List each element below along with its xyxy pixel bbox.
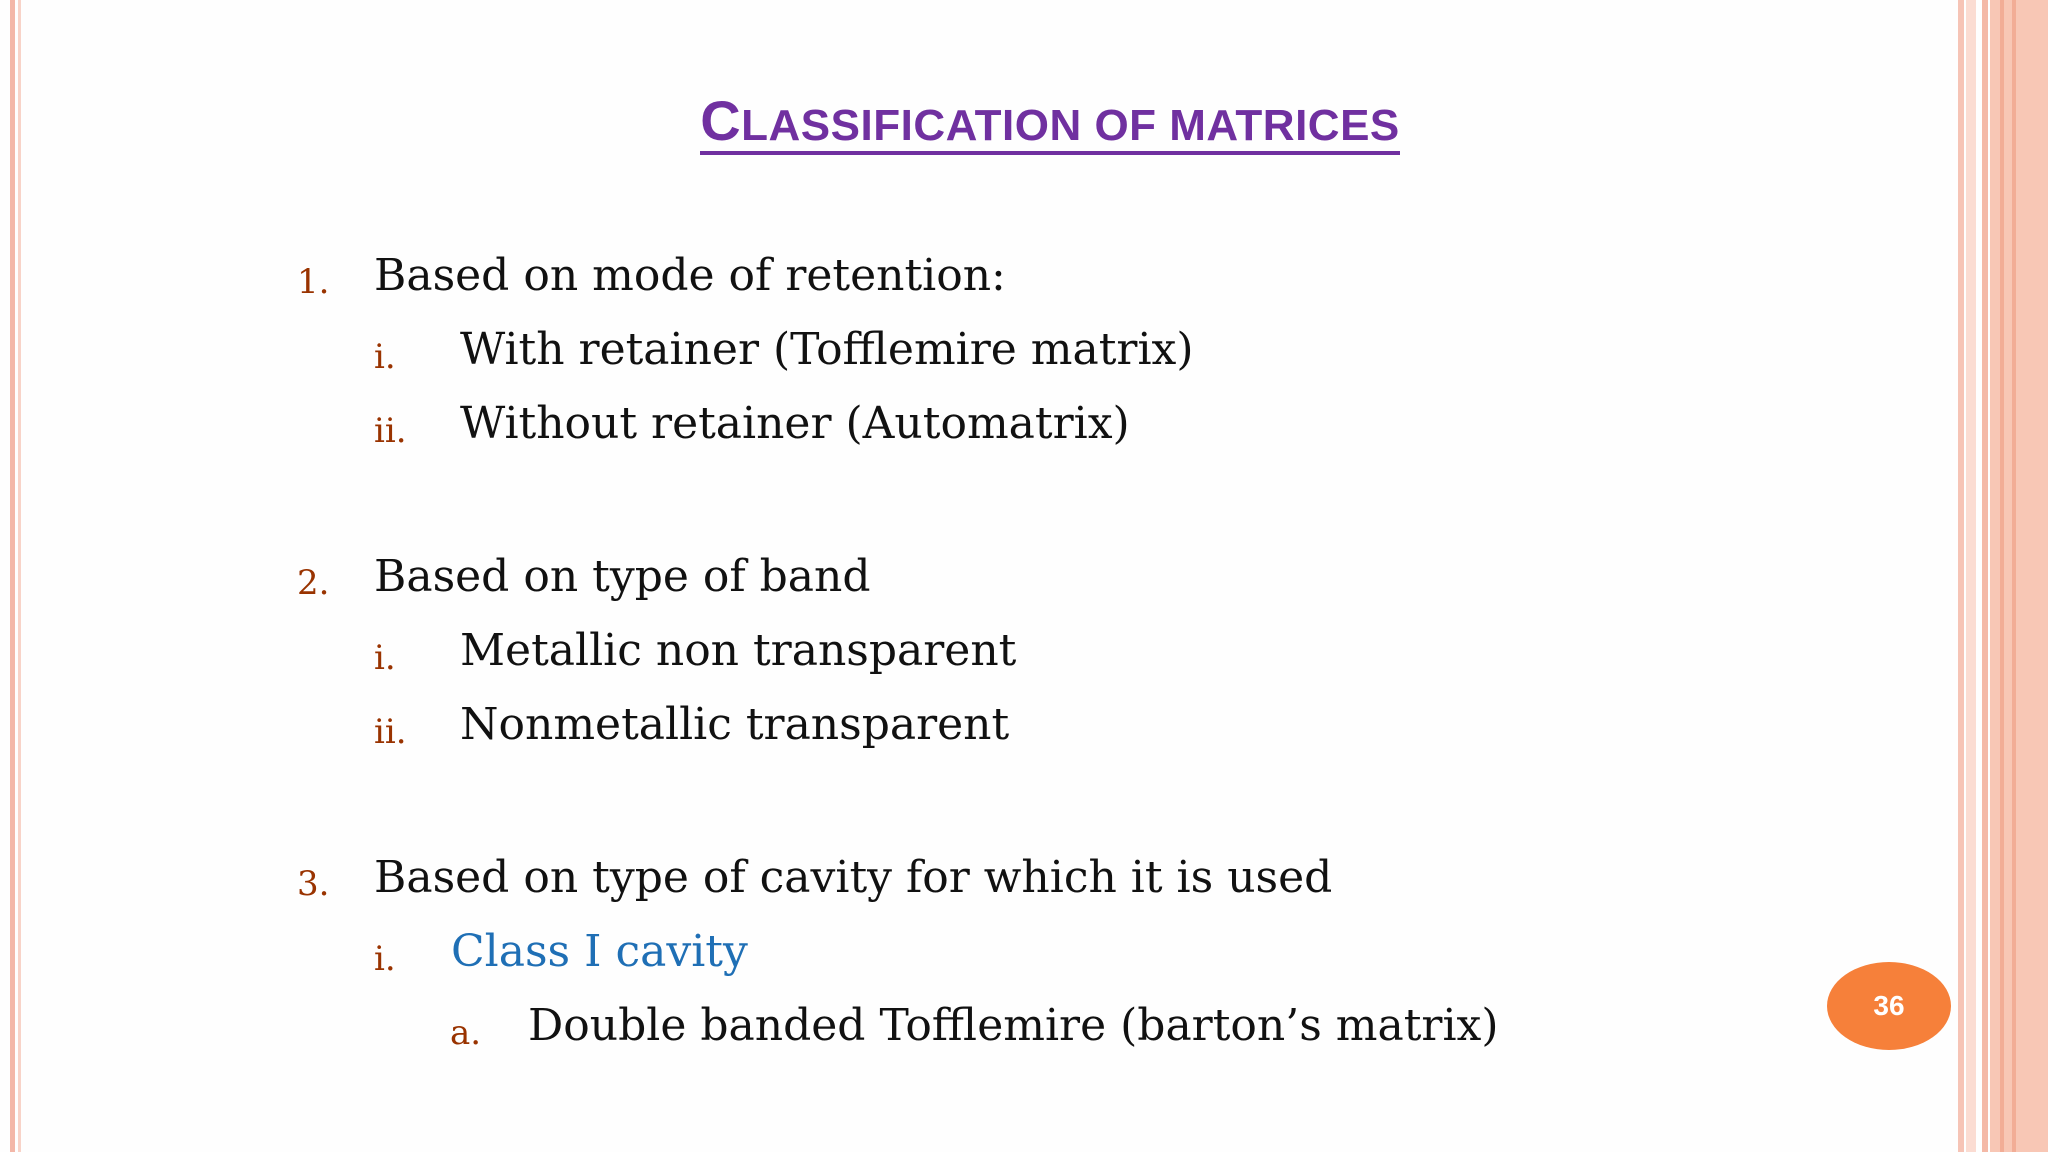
sub-list-item-text: Metallic non transparent [460,625,1017,676]
list-marker: 1. [297,262,330,302]
sub-list-item-text: With retainer (Tofflemire matrix) [460,324,1194,375]
right-border-line [1958,0,1964,1152]
list-marker: 2. [297,563,330,603]
sub-list-marker: i. [374,638,396,678]
sub-list-marker: i. [374,337,396,377]
right-border-band [1990,0,2048,1152]
sub-list-item-text: Without retainer (Automatrix) [460,398,1130,449]
right-border-line [2000,0,2004,1152]
list-item-text: Based on type of band [374,551,871,602]
list-item-text: Based on mode of retention: [374,250,1006,301]
right-border-line [1982,0,1988,1152]
sub-list-item-text: Nonmetallic transparent [460,699,1010,750]
title-first-letter: C [700,89,742,152]
right-border-line [2012,0,2016,1152]
sub-list-marker: ii. [374,411,407,451]
sub-sub-list-item-text: Double banded Tofflemire (barton’s matrix) [528,1000,1499,1051]
sub-sub-list-marker: a. [450,1013,482,1053]
page-number: 36 [1873,990,1905,1021]
slide-title [0,89,2048,155]
right-border-line [1966,0,1976,1152]
list-item-text: Based on type of cavity for which it is used [374,852,1333,903]
title-rest: LASSIFICATION OF MATRICES [741,101,1400,150]
page-number-badge [1827,962,1951,1050]
sub-list-marker: ii. [374,712,407,752]
left-border-line [10,0,15,1152]
left-border-line [18,0,21,1152]
list-marker: 3. [297,864,330,904]
slide-title-text [700,89,1400,155]
sub-list-item-text-highlight: Class I cavity [451,926,748,977]
sub-list-marker: i. [374,939,396,979]
